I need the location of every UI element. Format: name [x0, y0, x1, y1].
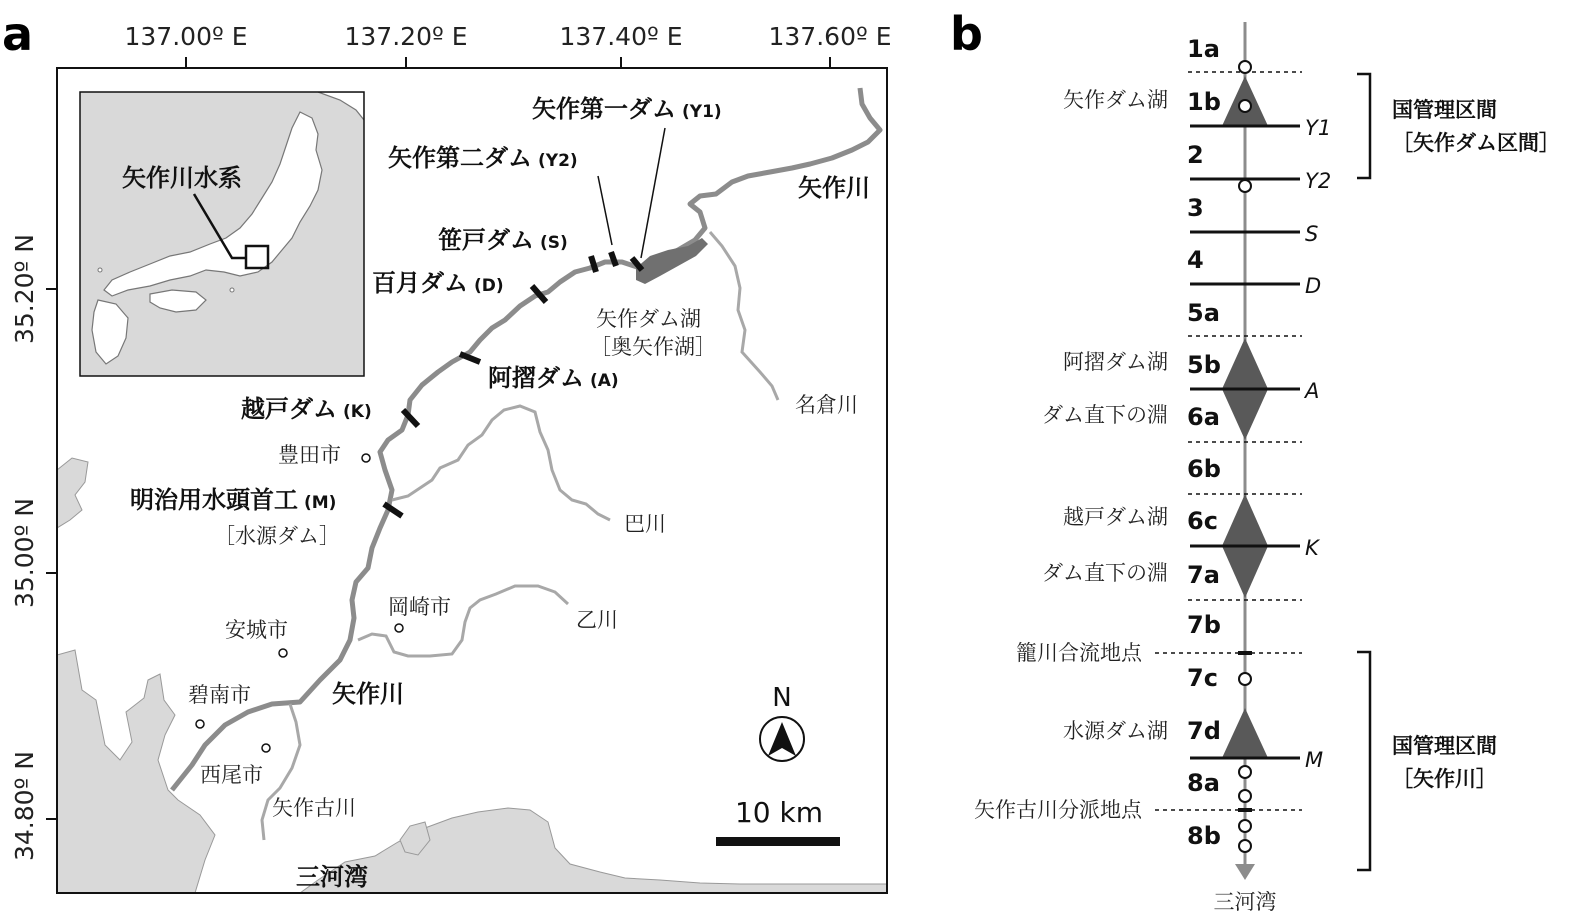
side-label-below-asuri: ダム直下の淵	[1042, 403, 1168, 427]
panel-a-letter: a	[2, 7, 34, 61]
side-label-koshido-lake: 越戸ダム湖	[1063, 505, 1168, 529]
segment-label: 1a	[1187, 35, 1220, 63]
bay-label: 三河湾	[296, 863, 368, 891]
latitude-labels	[10, 234, 39, 861]
segment-label: 6c	[1187, 507, 1218, 535]
dam-name-m: 明治用水頭首工	[130, 486, 298, 514]
segment-label: 8a	[1187, 769, 1220, 797]
scale-bar	[716, 796, 840, 846]
dam-code-label: A	[1305, 379, 1320, 403]
panel-b-letter: b	[950, 7, 983, 61]
dam-code-d: (D)	[474, 276, 504, 296]
river-label-yahagi-lower: 矢作川	[332, 680, 404, 708]
segment-label: 8b	[1187, 822, 1221, 850]
lon-label-137-60: 137.60º E	[768, 22, 892, 51]
lat-label-34-80: 34.80º N	[10, 751, 39, 861]
inset-label: 矢作川水系	[122, 164, 242, 192]
segment-label: 4	[1187, 246, 1204, 274]
dam-name-a: 阿摺ダム	[488, 364, 584, 392]
segment-label: 1b	[1187, 88, 1221, 116]
bracket-top-line2: ［矢作ダム区間］	[1392, 131, 1560, 155]
dam-name-k: 越戸ダム	[241, 395, 337, 423]
dam-code-label: D	[1305, 274, 1322, 298]
schematic	[974, 22, 1560, 914]
city-label-anjo: 安城市	[225, 618, 288, 642]
dam-code-m: (M)	[304, 493, 337, 513]
city-label-hekinan: 碧南市	[188, 683, 251, 707]
lake-name-label: 矢作ダム湖	[596, 307, 701, 331]
dam-code-label: S	[1305, 222, 1319, 246]
river-label-yahagi-upper: 矢作川	[798, 174, 870, 202]
side-label-below-koshido: ダム直下の淵	[1042, 561, 1168, 585]
dam-code-k: (K)	[343, 402, 372, 422]
side-label-asuri-lake: 阿摺ダム湖	[1063, 350, 1168, 374]
city-dot-anjo	[279, 649, 287, 657]
segment-label: 2	[1187, 141, 1204, 169]
side-labels	[974, 88, 1168, 822]
segment-label: 5b	[1187, 351, 1221, 379]
dam-code-label: Y1	[1305, 116, 1332, 140]
lon-label-137-40: 137.40º E	[559, 22, 683, 51]
city-label-toyota: 豊田市	[278, 443, 341, 467]
river-label-tomoe: 巴川	[624, 512, 666, 536]
bracket-top	[1357, 74, 1370, 178]
segment-label: 6b	[1187, 455, 1221, 483]
scale-label: 10 km	[734, 796, 824, 829]
bracket-bottom-line1: 国管理区間	[1392, 734, 1497, 758]
meiji-sub-label: ［水源ダム］	[214, 524, 340, 548]
side-label-suigen-lake: 水源ダム湖	[1063, 719, 1168, 743]
segment-label: 7b	[1187, 611, 1221, 639]
city-label-nishio: 西尾市	[200, 763, 263, 787]
schematic-arrowhead	[1235, 864, 1255, 880]
dam-name-s: 笹戸ダム	[438, 226, 534, 254]
city-dot-nishio	[262, 744, 270, 752]
city-dot-toyota	[362, 454, 370, 462]
lat-label-35-20: 35.20º N	[10, 234, 39, 344]
segment-label: 6a	[1187, 403, 1220, 431]
segment-label: 7c	[1187, 664, 1218, 692]
dam-code-label: M	[1305, 748, 1324, 772]
segment-label: 7a	[1187, 561, 1220, 589]
inset-map	[80, 92, 364, 376]
side-label-furukawa-branch: 矢作古川分派地点	[974, 798, 1142, 822]
dam-code-labels	[1303, 116, 1331, 772]
lake-shape-suigen	[1222, 708, 1268, 758]
north-label: N	[772, 683, 792, 713]
dam-code-label: K	[1305, 536, 1319, 560]
dam-name-y1: 矢作第一ダム	[532, 95, 676, 123]
segment-label: 3	[1187, 194, 1204, 222]
dam-code-label: Y2	[1305, 169, 1332, 193]
city-label-okazaki: 岡崎市	[388, 595, 451, 619]
lon-label-137-00: 137.00º E	[124, 22, 248, 51]
dam-code-y2: (Y2)	[538, 151, 578, 171]
dam-code-y1: (Y1)	[682, 102, 722, 122]
lon-label-137-20: 137.20º E	[344, 22, 468, 51]
outlet-label: 三河湾	[1213, 890, 1277, 914]
side-label-yahagi-lake: 矢作ダム湖	[1063, 88, 1168, 112]
river-label-nagura: 名倉川	[795, 393, 858, 417]
segment-label: 7d	[1187, 717, 1221, 745]
bracket-bottom-line2: ［矢作川］	[1392, 767, 1497, 791]
longitude-labels	[125, 22, 892, 51]
dam-name-y2: 矢作第二ダム	[388, 144, 532, 172]
bracket-bottom	[1357, 652, 1370, 870]
city-dot-okazaki	[395, 624, 403, 632]
lat-label-35-00: 35.00º N	[10, 498, 39, 608]
lake-sub-label: ［奥矢作湖］	[590, 335, 716, 359]
dam-code-a: (A)	[590, 371, 619, 391]
segment-label: 5a	[1187, 299, 1220, 327]
dam-name-d: 百月ダム	[372, 269, 468, 297]
city-dot-hekinan	[196, 720, 204, 728]
river-label-yahagi-furu: 矢作古川	[272, 796, 356, 820]
river-label-oto: 乙川	[576, 608, 618, 632]
side-label-kagokawa: 籠川合流地点	[1016, 641, 1142, 665]
dam-code-s: (S)	[540, 233, 568, 253]
bracket-top-line1: 国管理区間	[1392, 98, 1497, 122]
